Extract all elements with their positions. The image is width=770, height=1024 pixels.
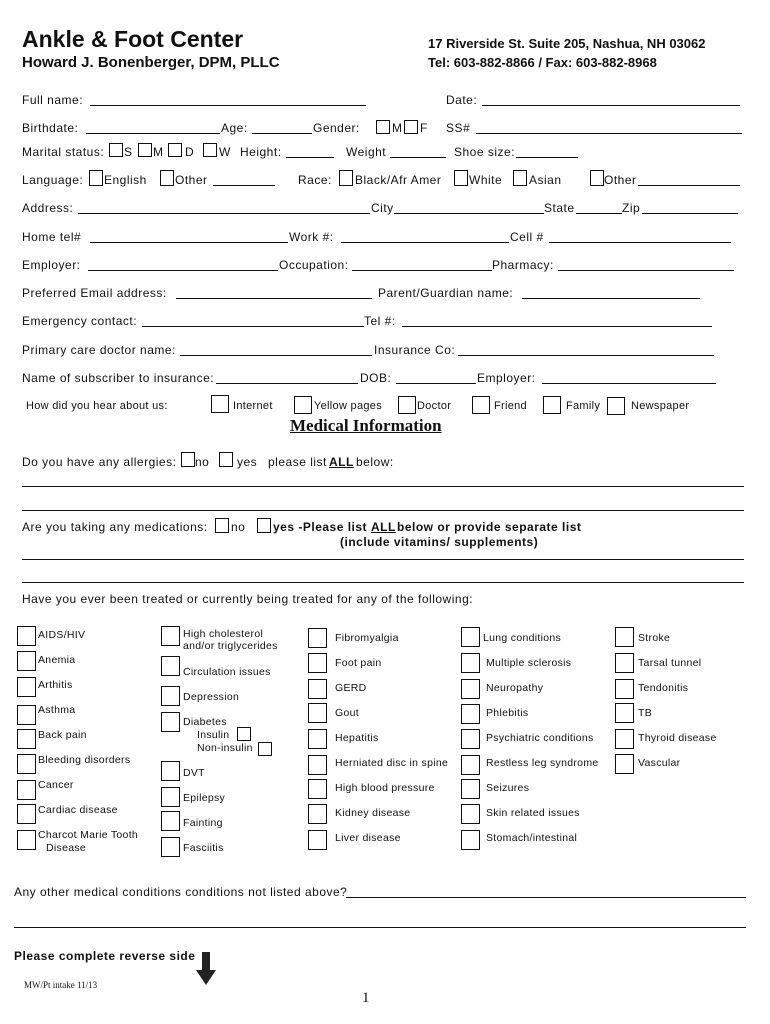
employer-field[interactable] (88, 270, 278, 271)
cond-back-pain-checkbox[interactable] (17, 729, 36, 749)
dob-label: DOB: (360, 371, 392, 385)
cond-herniated-checkbox[interactable] (308, 755, 327, 775)
cond-dvt-label: DVT (183, 767, 205, 779)
occupation-field[interactable] (352, 270, 492, 271)
marital-s-label: S (124, 145, 133, 159)
insurance-label: Insurance Co: (374, 343, 456, 357)
other-conditions-line-2[interactable] (14, 927, 746, 928)
cond-cholesterol-label-2: and/or triglycerides (183, 640, 278, 652)
cond-cholesterol-label: High cholesterol (183, 628, 264, 640)
allergies-yes-checkbox[interactable] (219, 452, 233, 467)
cond-insulin-label: Insulin (197, 729, 230, 741)
pcp-label: Primary care doctor name: (22, 343, 176, 357)
cond-fainting-checkbox[interactable] (161, 811, 180, 831)
practice-phone-fax: Tel: 603-882-8866 / Fax: 603-882-8968 (428, 55, 657, 70)
doctor-checkbox[interactable] (398, 396, 416, 414)
allergies-all: ALL (329, 455, 354, 469)
cond-non-insulin-label: Non-insulin (197, 742, 253, 754)
cond-restless-leg-checkbox[interactable] (461, 755, 480, 775)
friend-checkbox[interactable] (472, 396, 490, 414)
allergies-line-2[interactable] (22, 510, 744, 511)
friend-label: Friend (494, 400, 527, 412)
cond-cardiac-checkbox[interactable] (17, 804, 36, 824)
email-field[interactable] (176, 298, 372, 299)
cond-tendonitis-label: Tendonitis (638, 682, 689, 694)
cond-vascular-label: Vascular (638, 757, 681, 769)
cond-seizures-label: Seizures (486, 782, 530, 794)
cell-label: Cell # (510, 230, 544, 244)
weight-field[interactable] (390, 157, 446, 158)
cond-herniated-label: Herniated disc in spine (335, 757, 449, 769)
newspaper-checkbox[interactable] (607, 397, 625, 415)
gender-m-label: M (392, 121, 403, 135)
doctor-label: Doctor (417, 400, 452, 412)
cond-thyroid-label: Thyroid disease (638, 732, 717, 744)
home-tel-label: Home tel# (22, 230, 82, 244)
guardian-label: Parent/Guardian name: (378, 286, 514, 300)
cond-asthma-checkbox[interactable] (17, 705, 36, 725)
marital-s-checkbox[interactable] (109, 143, 123, 157)
cond-arthitis-checkbox[interactable] (17, 677, 36, 697)
practice-address: 17 Riverside St. Suite 205, Nashua, NH 03062 (428, 36, 706, 51)
cond-lung-label: Lung conditions (483, 632, 562, 644)
cond-seizures-checkbox[interactable] (461, 779, 480, 799)
cond-insulin-checkbox[interactable] (237, 727, 251, 741)
cond-gerd-label: GERD (335, 682, 367, 694)
cond-circulation-label: Circulation issues (183, 666, 271, 678)
emergency-tel-field[interactable] (402, 326, 712, 327)
cond-phlebitis-checkbox[interactable] (461, 704, 480, 724)
yellow-pages-label: Yellow pages (314, 400, 383, 412)
family-label: Family (566, 400, 601, 412)
employer2-label: Employer: (477, 371, 536, 385)
medications-all: ALL (371, 520, 396, 534)
marital-w-checkbox[interactable] (203, 143, 217, 157)
cond-stomach-checkbox[interactable] (461, 830, 480, 850)
other-language-label: Other (175, 173, 208, 187)
treated-question: Have you ever been treated or currently being treated for any of the following: (22, 592, 474, 606)
zip-label: Zip (622, 201, 641, 215)
subscriber-label: Name of subscriber to insurance: (22, 371, 215, 385)
work-label: Work #: (289, 230, 334, 244)
asian-checkbox[interactable] (513, 170, 527, 186)
cond-depression-checkbox[interactable] (161, 686, 180, 706)
cond-ms-label: Multiple sclerosis (486, 657, 572, 669)
cond-ms-checkbox[interactable] (461, 653, 480, 673)
date-label: Date: (446, 93, 478, 107)
cond-tb-label: TB (638, 707, 653, 719)
cond-bleeding-checkbox[interactable] (17, 754, 36, 774)
medications-question: Are you taking any medications: (22, 520, 208, 534)
cond-back-pain-label: Back pain (38, 729, 87, 741)
cond-asthma-label: Asthma (38, 704, 76, 716)
birthdate-label: Birthdate: (22, 121, 79, 135)
employer-label: Employer: (22, 258, 81, 272)
other-race-checkbox[interactable] (590, 170, 604, 186)
doctor-name: Howard J. Bonenberger, DPM, PLLC (22, 54, 280, 71)
ss-label: SS# (446, 121, 471, 135)
cond-cholesterol-checkbox[interactable] (161, 626, 180, 646)
cond-hbp-checkbox[interactable] (308, 779, 327, 799)
cond-diabetes-checkbox[interactable] (161, 712, 180, 732)
cond-gout-label: Gout (335, 707, 359, 719)
cond-liver-checkbox[interactable] (308, 830, 327, 850)
shoe-size-field[interactable] (516, 157, 578, 158)
complete-reverse-note: Please complete reverse side (14, 949, 196, 963)
family-checkbox[interactable] (543, 396, 561, 414)
cond-cardiac-label: Cardiac disease (38, 804, 118, 816)
yellow-pages-checkbox[interactable] (294, 396, 312, 414)
cond-arthitis-label: Arthitis (38, 679, 73, 691)
allergies-below: below: (356, 455, 394, 469)
internet-checkbox[interactable] (211, 395, 229, 413)
height-field[interactable] (286, 157, 334, 158)
guardian-field[interactable] (522, 298, 700, 299)
english-label: English (104, 173, 147, 187)
cond-charcot-label-2: Disease (46, 842, 87, 854)
shoe-size-label: Shoe size: (454, 145, 516, 159)
allergies-no-checkbox[interactable] (181, 452, 195, 467)
cond-gerd-checkbox[interactable] (308, 679, 327, 699)
pharmacy-field[interactable] (558, 270, 734, 271)
cond-gout-checkbox[interactable] (308, 703, 327, 723)
pharmacy-label: Pharmacy: (492, 258, 554, 272)
birthdate-field[interactable] (86, 133, 220, 134)
cond-cancer-checkbox[interactable] (17, 780, 36, 800)
other-language-field[interactable] (213, 185, 275, 186)
marital-m-checkbox[interactable] (138, 143, 152, 157)
form-code: MW/Pt intake 11/13 (24, 980, 98, 990)
cond-bleeding-label: Bleeding disorders (38, 754, 131, 766)
medications-yes-checkbox[interactable] (257, 518, 271, 533)
cond-liver-label: Liver disease (335, 832, 401, 844)
allergies-question: Do you have any allergies: (22, 455, 177, 469)
employer2-field[interactable] (542, 383, 716, 384)
white-label: White (469, 173, 503, 187)
cond-stomach-label: Stomach/intestinal (486, 832, 578, 844)
medications-include-vitamins: (include vitamins/ supplements) (340, 535, 539, 549)
cond-circulation-checkbox[interactable] (161, 656, 180, 676)
state-label: State (544, 201, 575, 215)
cond-hbp-label: High blood pressure (335, 782, 435, 794)
black-checkbox[interactable] (339, 170, 353, 186)
other-language-checkbox[interactable] (160, 170, 174, 186)
cond-phlebitis-label: Phlebitis (486, 707, 529, 719)
medications-line-2[interactable] (22, 582, 744, 583)
date-field[interactable] (482, 105, 740, 106)
work-field[interactable] (341, 242, 509, 243)
cond-anemia-label: Anemia (38, 654, 76, 666)
cond-cancer-label: Cancer (38, 779, 74, 791)
height-label: Height: (240, 145, 282, 159)
full-name-label: Full name: (22, 93, 84, 107)
cond-fainting-label: Fainting (183, 817, 223, 829)
cond-dvt-checkbox[interactable] (161, 761, 180, 781)
allergies-please-list: please list (268, 455, 327, 469)
cond-tb-checkbox[interactable] (615, 703, 634, 723)
address-field[interactable] (78, 213, 370, 214)
cond-tendonitis-checkbox[interactable] (615, 679, 634, 699)
state-field[interactable] (576, 213, 622, 214)
marital-w-label: W (219, 145, 231, 159)
gender-label: Gender: (313, 121, 360, 135)
newspaper-label: Newspaper (631, 400, 690, 412)
marital-d-label: D (185, 145, 195, 159)
internet-label: Internet (233, 400, 273, 412)
medications-no-checkbox[interactable] (215, 518, 229, 533)
cond-thyroid-checkbox[interactable] (615, 729, 634, 749)
cond-non-insulin-checkbox[interactable] (258, 742, 272, 756)
gender-m-checkbox[interactable] (376, 120, 390, 134)
cond-skin-label: Skin related issues (486, 807, 580, 819)
cond-fibromyalgia-checkbox[interactable] (308, 628, 327, 648)
zip-field[interactable] (642, 213, 738, 214)
cond-vascular-checkbox[interactable] (615, 754, 634, 774)
subscriber-field[interactable] (216, 383, 358, 384)
medications-line-1[interactable] (22, 559, 744, 560)
cond-charcot-label: Charcot Marie Tooth (38, 829, 139, 841)
cond-tarsal-label: Tarsal tunnel (638, 657, 702, 669)
allergies-line-1[interactable] (22, 486, 744, 487)
other-race-field[interactable] (638, 185, 740, 186)
cond-psychiatric-checkbox[interactable] (461, 729, 480, 749)
home-tel-field[interactable] (90, 242, 288, 243)
practice-name: Ankle & Foot Center (22, 26, 244, 52)
cond-restless-leg-label: Restless leg syndrome (486, 757, 599, 769)
insurance-field[interactable] (458, 355, 714, 356)
cond-foot-pain-checkbox[interactable] (308, 653, 327, 673)
cond-tarsal-checkbox[interactable] (615, 653, 634, 673)
other-conditions-question: Any other medical conditions conditions not listed above? (14, 885, 348, 899)
cond-hepatitis-label: Hepatitis (335, 732, 379, 744)
dob-field[interactable] (396, 383, 476, 384)
cond-fasciitis-label: Fasciitis (183, 842, 224, 854)
emergency-contact-field[interactable] (142, 326, 364, 327)
cond-anemia-checkbox[interactable] (17, 651, 36, 671)
cond-fasciitis-checkbox[interactable] (161, 837, 180, 857)
emergency-tel-label: Tel #: (364, 314, 396, 328)
cond-diabetes-label: Diabetes (183, 716, 227, 728)
hear-about-label: How did you hear about us: (26, 400, 168, 412)
marital-d-checkbox[interactable] (168, 143, 182, 157)
cond-fibromyalgia-label: Fibromyalgia (335, 632, 399, 644)
race-label: Race: (298, 173, 332, 187)
cond-skin-checkbox[interactable] (461, 804, 480, 824)
email-label: Preferred Email address: (22, 286, 167, 300)
age-label: Age: (221, 121, 248, 135)
cond-depression-label: Depression (183, 691, 240, 703)
emergency-contact-label: Emergency contact: (22, 314, 138, 328)
cond-stroke-checkbox[interactable] (615, 627, 634, 647)
gender-f-checkbox[interactable] (404, 120, 418, 134)
other-conditions-line-1[interactable] (346, 897, 746, 898)
cell-field[interactable] (549, 242, 731, 243)
pcp-field[interactable] (180, 355, 372, 356)
occupation-label: Occupation: (279, 258, 349, 272)
cond-kidney-label: Kidney disease (335, 807, 411, 819)
cond-charcot-checkbox[interactable] (17, 830, 36, 850)
cond-lung-checkbox[interactable] (461, 627, 480, 647)
weight-label: Weight (346, 145, 387, 159)
page-number: 1 (362, 990, 370, 1006)
asian-label: Asian (529, 173, 562, 187)
language-label: Language: (22, 173, 84, 187)
white-checkbox[interactable] (454, 170, 468, 186)
allergies-yes-label: yes (237, 455, 258, 469)
city-field[interactable] (394, 213, 544, 214)
cond-psychiatric-label: Psychiatric conditions (486, 732, 594, 744)
cond-aids-checkbox[interactable] (17, 626, 36, 646)
ss-field[interactable] (476, 133, 742, 134)
medications-below-separate: below or provide separate list (397, 520, 582, 534)
medications-no-label: no (231, 520, 246, 534)
marital-status-label: Marital status: (22, 145, 105, 159)
cond-epilepsy-label: Epilepsy (183, 792, 226, 804)
city-label: City (371, 201, 394, 215)
allergies-no-label: no (195, 455, 210, 469)
other-race-label: Other (604, 173, 637, 187)
down-arrow-icon (196, 952, 216, 986)
address-label: Address: (22, 201, 74, 215)
black-label: Black/Afr Amer (355, 173, 442, 187)
medications-yes-please-list: yes -Please list (273, 520, 368, 534)
medical-info-title: Medical Information (290, 416, 442, 435)
cond-kidney-checkbox[interactable] (308, 804, 327, 824)
cond-stroke-label: Stroke (638, 632, 671, 644)
full-name-field[interactable] (90, 105, 366, 106)
cond-hepatitis-checkbox[interactable] (308, 729, 327, 749)
cond-neuropathy-checkbox[interactable] (461, 679, 480, 699)
cond-neuropathy-label: Neuropathy (486, 682, 544, 694)
cond-aids-label: AIDS/HIV (38, 629, 86, 641)
age-field[interactable] (252, 133, 312, 134)
english-checkbox[interactable] (89, 170, 103, 186)
cond-foot-pain-label: Foot pain (335, 657, 382, 669)
gender-f-label: F (420, 121, 428, 135)
cond-epilepsy-checkbox[interactable] (161, 787, 180, 807)
marital-m-label: M (153, 145, 164, 159)
